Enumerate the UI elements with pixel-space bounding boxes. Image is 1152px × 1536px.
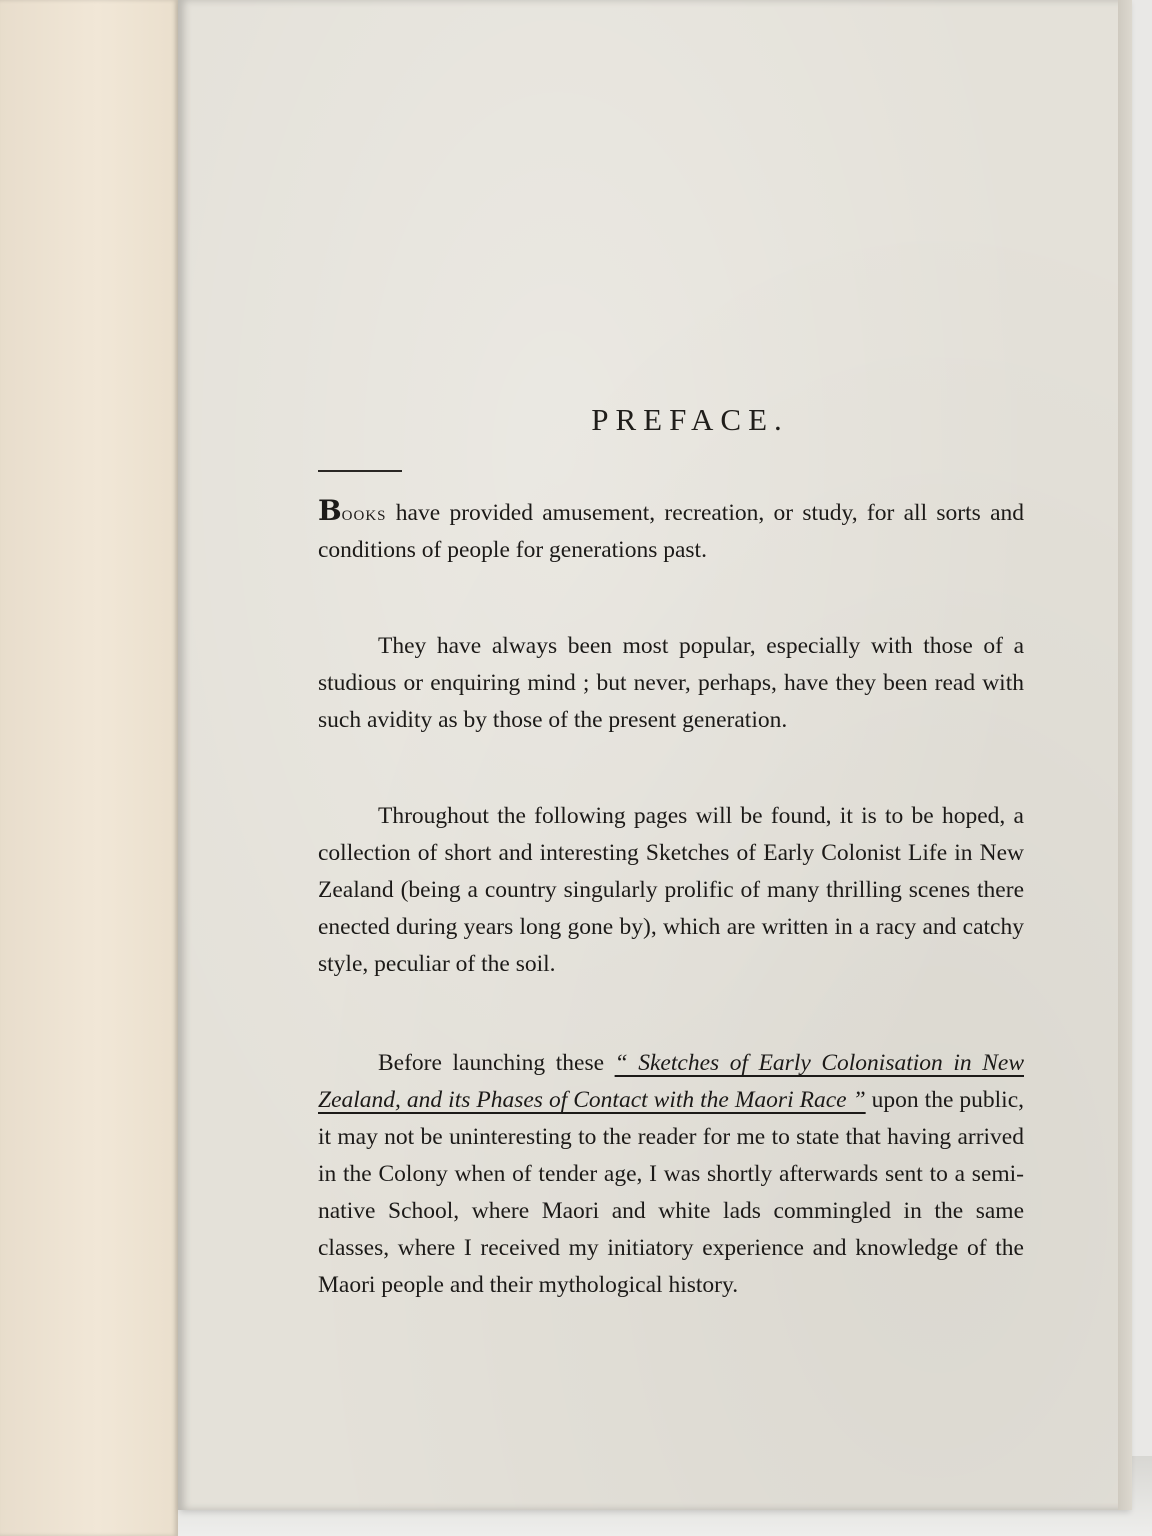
small-caps-word: ooks xyxy=(341,500,387,525)
paragraph-3: Throughout the following pages will be found, it is to be hoped, a collection of short and interesting Sketches of Early Colonist Life in New Zealand (being a country singularly prolific of many thrilling scenes there enected during years long gone by), which are written in a racy and catchy style, peculiar of the soil. xyxy=(318,803,1024,977)
drop-cap: B xyxy=(318,494,342,527)
page-title: PREFACE. xyxy=(591,402,789,437)
underlined-book-title: “ Sketches of Early Colonisation in New Zealand, and its Phases of Contact with the Maori Race ” xyxy=(318,1050,1024,1113)
paragraph-4-rest: upon the public, it may not be uninteresting to the reader for me to state that having arrived in the Colony when of tender age, I was shortly afterwards sent to a semi-native School, where Maori and white lads commingled in the same classes, where I received my initiatory experience and knowledge of the Maori people and their mythological history. xyxy=(318,1087,1024,1298)
title-rule xyxy=(318,470,402,472)
paragraph-1-text: have provided amusement, recreation, or study, for all sorts and conditions of people for generations past. xyxy=(318,500,1024,563)
paragraph-2: They have always been most popular, especially with those of a studious or enquiring mind ; but never, perhaps, have they been read with such avidity as by those of the present generation. xyxy=(318,633,1024,733)
page-edge xyxy=(1118,0,1132,1510)
paragraph-4-lead: Before launching these xyxy=(378,1050,615,1076)
facing-page xyxy=(0,0,178,1536)
paragraph-1 xyxy=(318,492,1024,569)
paragraph-4 xyxy=(318,1045,1024,1304)
